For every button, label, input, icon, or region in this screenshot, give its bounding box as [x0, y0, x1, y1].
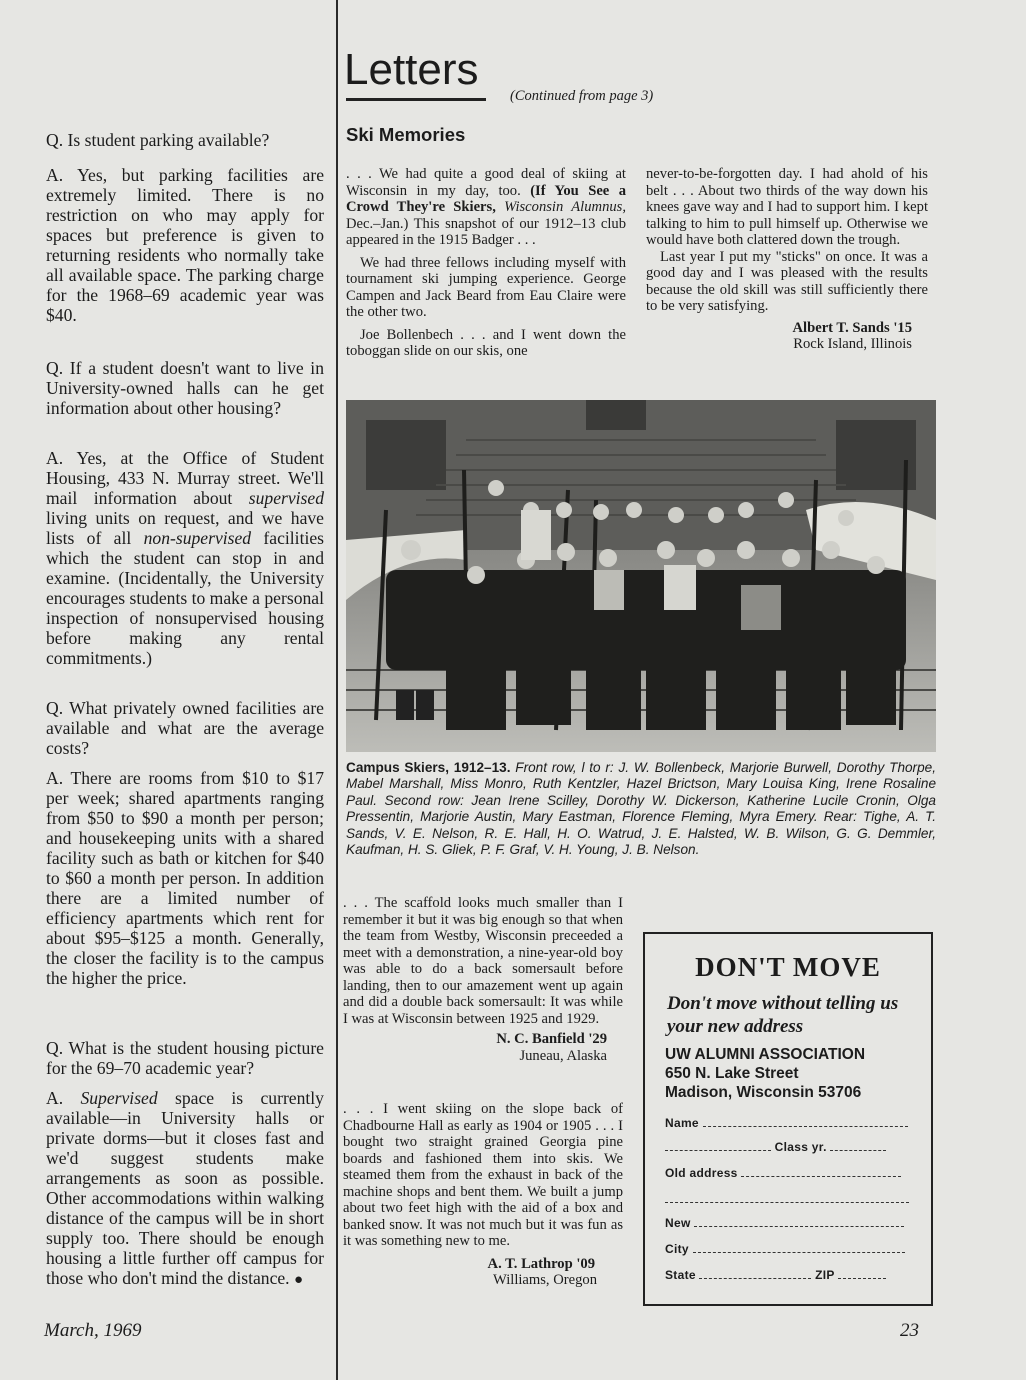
letter-1-part-1 — [346, 166, 626, 360]
answer-4: A. Supervised space is currently available—in University halls or private dorms—but it closes fast and we'd suggest students make arrangements as soon as possible. Other accommodations within walking distance of the campus will be in short supply too. There should be enough housing a little further off campus for those who don't mind the distance. ● — [46, 1088, 324, 1288]
letter-1-part-2 — [646, 166, 928, 353]
answer-3: A. There are rooms from $10 to $17 per week; shared apartments ranging from $50 to $90 a month per person; and housekeeping units with a shared facility such as bath or kitchen for $40 to $60 a month per person. In addition there are a limited number of efficiency apartments which rent for about $95–$125 a month. Generally, the closer the facility is to the campus the higher the price. — [46, 768, 324, 988]
section-title: Letters — [344, 45, 479, 94]
letter-1-para-2: We had three fellows including myself with tournament ski jumping experience. George Campen and Jack Beard from Eau Claire were the other two. — [346, 254, 626, 320]
letter-2-text: . . . The scaffold looks much smaller than I remember it but it was big enough so that when the team from Westby, Wisconsin preceeded a meet with a demonstration, a nine-year-old boy was able to do a back somersault before landing, then to our amazement went up again and did a double back somersault: It was while I was at Wisconsin between 1925 and 1929. — [343, 895, 623, 1027]
old-address-line-2[interactable] — [665, 1192, 909, 1206]
letter-1-signature: Albert T. Sands '15 — [792, 319, 912, 336]
new-address-field[interactable]: New — [665, 1216, 904, 1230]
form-headline: DON'T MOVE — [695, 952, 881, 982]
photo-caption: Campus Skiers, 1912–13. Front row, l to r: J. W. Bollenbeck, Marjorie Burwell, Dorothy Thorpe, Mabel Marshall, Miss Monro, Ruth Kentzler, Hazel Brictson, Mary Louisa King, Irene Rosaline Paul. Second row: Jean Irene Scilley, Dorothy W. Dickerson, Katherine Lucile Cronin, Olga Pressentin, Marjorie Austin, Mary Eastman, Florence Fleming, Myra Emery. Rear: Tighe, A. T. Sands, V. E. Nelson, R. E. Hall, H. O. Watrud, J. E. Halsted, W. B. Wilson, G. G. Demmler, Kaufman, H. S. Gliek, P. F. Graf, V. H. Young, J. B. Nelson. — [346, 760, 936, 858]
letter-3 — [343, 1101, 623, 1289]
letter-1-para-1: . . . We had quite a good deal of skiing at Wisconsin in my day, too. (If You See a Crowd They're Skiers, Wisconsin Alumnus, Dec.–Jan.) This snapshot of our 1912–13 club appeared in the 1915 Badger . . . — [346, 166, 626, 248]
title-underline — [346, 98, 486, 101]
letter-3-text: . . . I went skiing on the slope back of Chadbourne Hall as early as 1904 or 1905 . . . I bought two straight grained Georgia pine boards and fashioned them into skis. We steamed them from the exhaust in back of the machine shops and bent them. We built a jump about two feet high with the aid of a box and banked snow. It was not much but it was fun as it was something new to me. — [343, 1101, 623, 1249]
state-zip-field[interactable]: State ZIP — [665, 1268, 886, 1282]
continued-note: (Continued from page 3) — [510, 88, 654, 104]
end-mark: ● — [294, 1272, 304, 1288]
column-divider — [336, 0, 338, 1380]
form-city-line: Madison, Wisconsin 53706 — [665, 1084, 862, 1101]
question-3: Q. What privately owned facilities are available and what are the average costs? — [46, 698, 324, 758]
subsection-title: Ski Memories — [346, 124, 466, 145]
city-field[interactable]: City — [665, 1242, 905, 1256]
form-street: 650 N. Lake Street — [665, 1065, 799, 1082]
old-address-field[interactable]: Old address — [665, 1166, 901, 1180]
form-org: UW ALUMNI ASSOCIATION — [665, 1046, 866, 1063]
question-4: Q. What is the student housing picture for the 69–70 academic year? — [46, 1038, 324, 1078]
letter-2-signature: N. C. Banfield '29 — [496, 1031, 607, 1047]
letter-2 — [343, 895, 623, 1064]
letter-1-para-3: Joe Bollenbech . . . and I went down the toboggan slide on our skis, one — [346, 326, 626, 359]
letter-1-para-4: never-to-be-forgotten day. I had ahold of his belt . . . About two thirds of the way down his knees gave way and I had to support him. I kept talking to him to pull himself up. Otherwise we would have both clattered down the trough. — [646, 166, 928, 248]
form-subhead: Don't move without telling us your new address — [667, 993, 899, 1037]
name-field[interactable]: Name — [665, 1116, 908, 1130]
letter-3-signature: A. T. Lathrop '09 — [487, 1255, 595, 1272]
answer-2: A. Yes, at the Office of Student Housing, 433 N. Murray street. We'll mail information about supervised living units on request, and we have lists of all non-supervised facilities which the student can stop in and examine. (Incidentally, the University encourages students to make a personal inspection of nonsupervised housing before making any rental commitments.) — [46, 448, 324, 668]
letter-3-place: Williams, Oregon — [493, 1272, 597, 1288]
letter-1-place: Rock Island, Illinois — [793, 336, 912, 352]
question-2: Q. If a student doesn't want to live in University-owned halls can he get information about other housing? — [46, 358, 324, 418]
letter-2-place: Juneau, Alaska — [519, 1047, 607, 1064]
question-1: Q. Is student parking available? — [46, 130, 270, 150]
answer-1: A. Yes, but parking facilities are extremely limited. There is no restriction on who may apply for spaces but preference is given to returning residents who normally take all available space. The parking charge for the 1968–69 academic year was $40. — [46, 165, 324, 325]
ski-club-photo — [346, 400, 936, 752]
ski-club-photo-drawing — [346, 400, 936, 752]
letter-1-para-5: Last year I put my "sticks" on once. It was a good day and I was pleased with the results because the old skill was still sufficiently there to be very satisfying. — [646, 248, 928, 314]
class-year-field[interactable]: Class yr. — [665, 1140, 886, 1154]
footer-date: March, 1969 — [44, 1320, 142, 1341]
page-number: 23 — [900, 1320, 919, 1341]
address-change-form — [643, 932, 933, 1306]
